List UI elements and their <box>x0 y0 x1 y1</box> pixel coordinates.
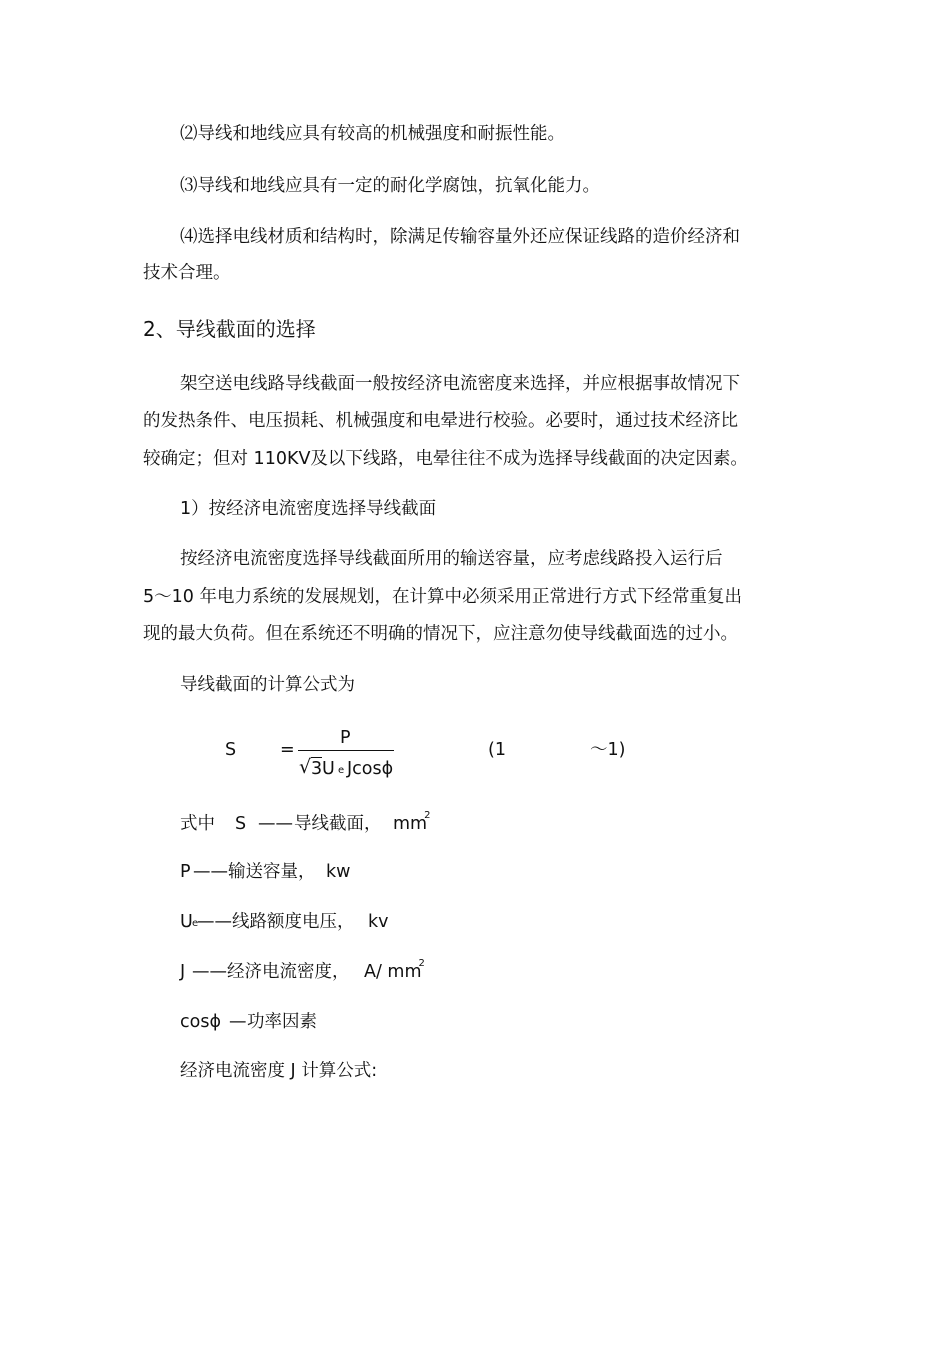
def-u-unit: kv <box>368 912 389 932</box>
section-heading: 2、导线截面的选择 <box>143 317 316 341</box>
formula-intro: 导线截面的计算公式为 <box>180 675 355 695</box>
formula-equals: = <box>280 740 295 760</box>
paragraph-1-line3: 较确定；但对 110KV及以下线路，电晕往往不成为选择导线截面的决定因素。 <box>143 449 748 469</box>
def-j-unit <box>364 958 428 986</box>
def-j-desc: 经济电流密度， <box>227 962 350 982</box>
list-item-2: ⑵导线和地线应具有较高的机械强度和耐振性能。 <box>180 124 565 144</box>
def-u-sub: e <box>192 918 199 929</box>
def-p-symbol: P <box>180 862 191 882</box>
list-item-4-line1: ⑷选择电线材质和结构时，除满足传输容量外还应保证线路的造价经济和 <box>180 227 740 247</box>
def-j-unit-text: A/ mm <box>364 962 422 982</box>
def-j-dash: —— <box>192 962 227 982</box>
list-item-4-line2: 技术合理。 <box>143 263 231 283</box>
def-cos-desc: 功率因素 <box>247 1012 317 1032</box>
formula-numerator: P <box>340 728 351 748</box>
def-cos-dash: — <box>229 1012 247 1032</box>
paragraph-1-line2: 的发热条件、电压损耗、机械强度和电晕进行校验。必要时，通过技术经济比 <box>143 411 738 431</box>
formula-lead: 式中 <box>180 814 215 834</box>
subheading-1: 1）按经济电流密度选择导线截面 <box>180 499 437 519</box>
equation-number-left: (1 <box>488 740 506 760</box>
list-item-3: ⑶导线和地线应具有一定的耐化学腐蚀，抗氧化能力。 <box>180 176 600 196</box>
def-s-symbol: S <box>235 814 247 834</box>
formula-lhs: S <box>225 740 237 760</box>
def-p-dash: —— <box>193 862 228 882</box>
paragraph-2-line2: 5～10 年电力系统的发展规划，在计算中必须采用正常进行方式下经常重复出 <box>143 587 742 607</box>
def-u-desc: 线路额度电压， <box>232 912 355 932</box>
def-u-dash: —— <box>197 912 232 932</box>
formula-denom-sub: e <box>338 765 345 776</box>
def-u-symbol: U <box>180 912 193 932</box>
paragraph-1-line1: 架空送电线路导线截面一般按经济电流密度来选择，并应根据事故情况下 <box>180 374 740 394</box>
def-p-unit: kw <box>326 862 351 882</box>
paragraph-2-line1: 按经济电流密度选择导线截面所用的输送容量，应考虑线路投入运行后 <box>180 549 723 569</box>
formula-sqrt-arg: 3 <box>311 759 323 779</box>
def-s-desc: 导线截面， <box>294 814 382 834</box>
closing-line: 经济电流密度 J 计算公式: <box>180 1061 378 1081</box>
paragraph-2-line3: 现的最大负荷。但在系统还不明确的情况下，应注意勿使导线截面选的过小。 <box>143 624 738 644</box>
formula-denom-u: U <box>322 759 335 779</box>
def-cos-symbol: cosϕ <box>180 1012 221 1032</box>
def-j-symbol: J <box>180 962 186 982</box>
sqrt-symbol: √ <box>299 756 312 778</box>
equation-number-right: ～1) <box>590 740 626 760</box>
formula-denom-rest: Jcosϕ <box>347 759 394 779</box>
fraction-bar <box>298 750 394 751</box>
def-s-dash: —— <box>258 814 293 834</box>
def-s-unit-text: mm <box>393 814 428 834</box>
def-s-unit-sup: 2 <box>424 810 431 821</box>
sqrt-overline <box>311 757 322 758</box>
def-s-unit <box>393 810 433 838</box>
def-p-desc: 输送容量， <box>228 862 316 882</box>
def-j-unit-sup: 2 <box>418 958 425 969</box>
